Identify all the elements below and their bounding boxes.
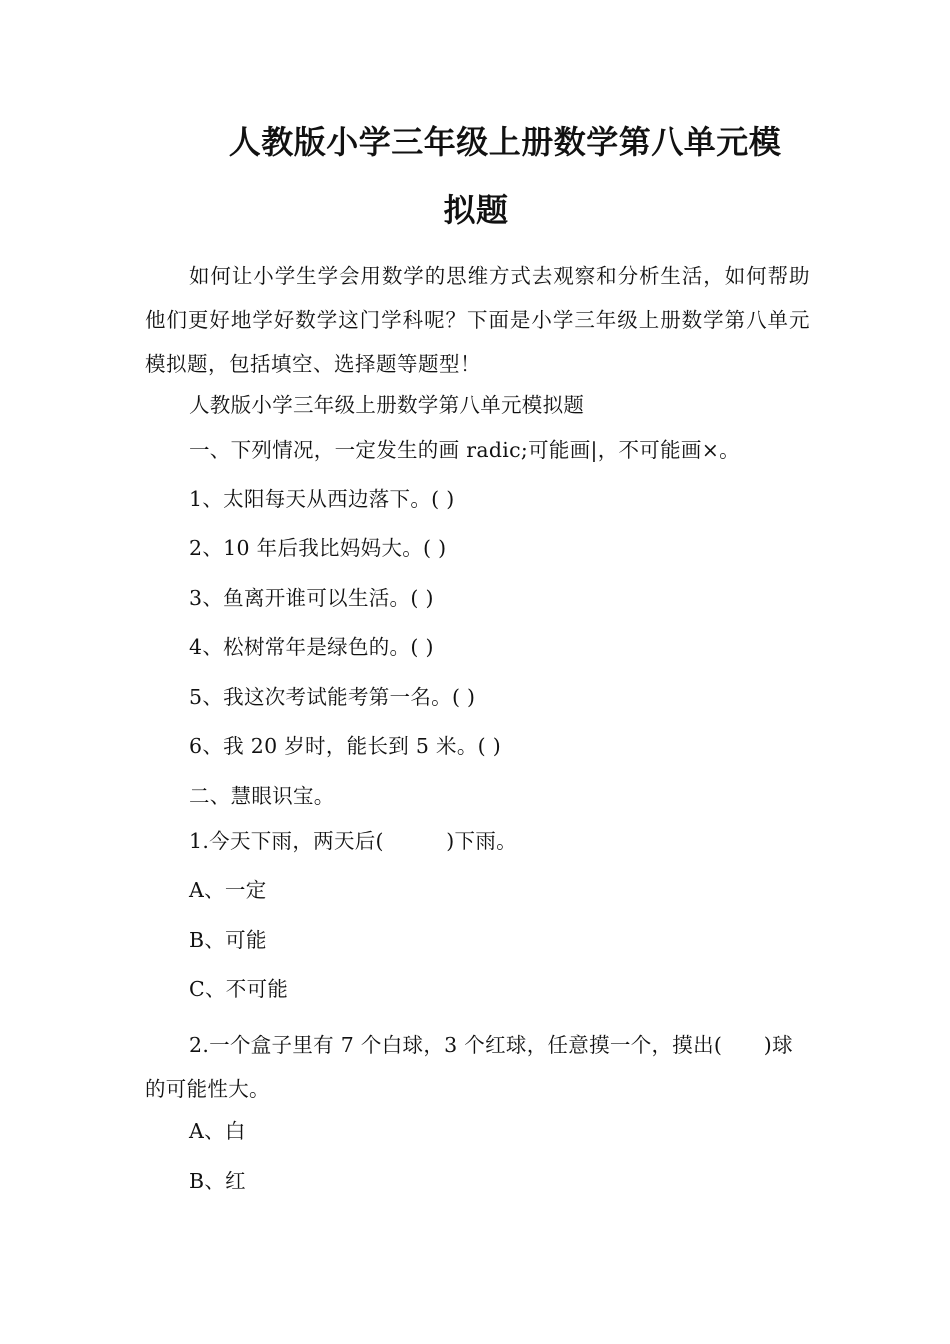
- section-1-item: 4、松树常年是绿色的。( ): [189, 635, 434, 659]
- question-1: 1.今天下雨，两天后( )下雨。: [189, 829, 517, 853]
- intro-paragraph: 如何让小学生学会用数学的思维方式去观察和分析生活，如何帮助他们更好地学好数学这门学科呢？下面是小学三年级上册数学第八单元模拟题，包括填空、选择题等题型！: [145, 264, 810, 376]
- question-1-option: B、可能: [189, 928, 267, 952]
- section-1-item: 6、我 20 岁时，能长到 5 米。( ): [189, 734, 502, 758]
- question-1-option: C、不可能: [189, 977, 289, 1001]
- document-title-line-1: 人教版小学三年级上册数学第八单元模: [228, 123, 782, 161]
- question-2-option: A、白: [189, 1119, 246, 1143]
- section-2-heading: 二、慧眼识宝。: [189, 784, 335, 808]
- question-2: 2.一个盒子里有 7 个白球，3 个红球，任意摸一个，摸出( )球的可能性大。: [145, 1033, 793, 1101]
- section-1-heading: 一、下列情况，一定发生的画 radic;可能画|，不可能画×。: [189, 438, 740, 462]
- section-1-item: 3、鱼离开谁可以生活。( ): [189, 586, 434, 610]
- section-1-item: 1、太阳每天从西边落下。( ): [189, 487, 455, 511]
- document-title-line-2: 拟题: [443, 191, 509, 229]
- question-2-option: B、红: [189, 1169, 246, 1193]
- question-1-option: A、一定: [189, 878, 267, 902]
- section-1-item: 5、我这次考试能考第一名。( ): [189, 685, 476, 709]
- section-1-item: 2、10 年后我比妈妈大。( ): [189, 536, 447, 560]
- subtitle: 人教版小学三年级上册数学第八单元模拟题: [189, 393, 585, 417]
